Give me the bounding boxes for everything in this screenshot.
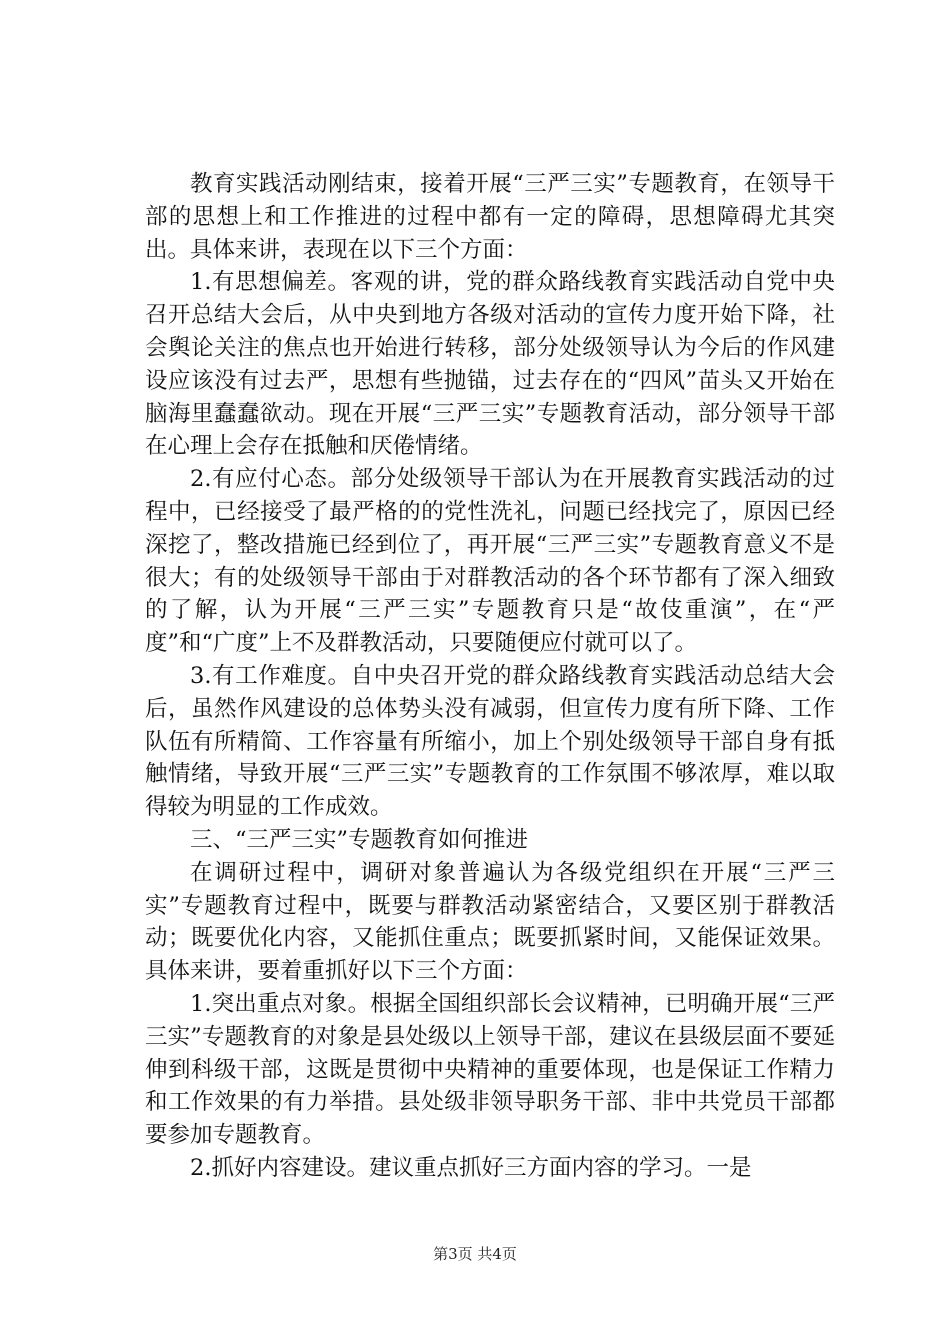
- section-heading: 三、“三严三实”专题教育如何推进: [190, 826, 529, 853]
- paragraph-point-1: 1.有思想偏差。客观的讲，党的群众路线教育实践活动自党中央召开总结大会后，从中央到地方各级对活动的宣传力度开始下降，社会舆论关注的焦点也开始进行转移，部分处级领导认为今后的作风建设应该没有过去严，思想有些抛锚，过去存在的“四风”苗头又开始在脑海里蠢蠢欲动。现在开展“三严三实”专题教育活动，部分领导干部在心理上会存在抵触和厌倦情绪。: [145, 269, 835, 460]
- paragraph-section-intro: 在调研过程中，调研对象普遍认为各级党组织在开展“三严三实”专题教育过程中，既要与群教活动紧密结合，又要区别于群教活动；既要优化内容，又能抓住重点；既要抓紧时间，又能保证效果。具体来讲，要着重抓好以下三个方面：: [145, 859, 835, 985]
- paragraph-intro: 教育实践活动刚结束，接着开展“三严三实”专题教育，在领导干部的思想上和工作推进的过程中都有一定的障碍，思想障碍尤其突出。具体来讲，表现在以下三个方面：: [145, 171, 835, 263]
- paragraph-point-3: 3.有工作难度。自中央召开党的群众路线教育实践活动总结大会后，虽然作风建设的总体势头没有减弱，但宣传力度有所下降、工作队伍有所精简、工作容量有所缩小，加上个别处级领导干部自身有抵触情绪，导致开展“三严三实”专题教育的工作氛围不够浓厚，难以取得较为明显的工作成效。: [145, 662, 835, 821]
- paragraph-point-2: 2.有应付心态。部分处级领导干部认为在开展教育实践活动的过程中，已经接受了最严格的的党性洗礼，问题已经找完了，原因已经深挖了，整改措施已经到位了，再开展“三严三实”专题教育意义不是很大；有的处级领导干部由于对群教活动的各个环节都有了深入细致的了解，认为开展“三严三实”专题教育只是“故伎重演”，在“严度”和“广度”上不及群教活动，只要随便应付就可以了。: [145, 466, 835, 657]
- paragraph-measure-2: 2.抓好内容建设。建议重点抓好三方面内容的学习。一是: [190, 1154, 752, 1181]
- paragraph-measure-1: 1.突出重点对象。根据全国组织部长会议精神，已明确开展“三严三实”专题教育的对象是县处级以上领导干部，建议在县级层面不要延伸到科级干部，这既是贯彻中央精神的重要体现，也是保证工作精力和工作效果的有力举措。县处级非领导职务干部、非中共党员干部都要参加专题教育。: [145, 990, 835, 1149]
- document-body: [145, 168, 835, 1185]
- page-footer: 第3页 共4页: [433, 1245, 517, 1263]
